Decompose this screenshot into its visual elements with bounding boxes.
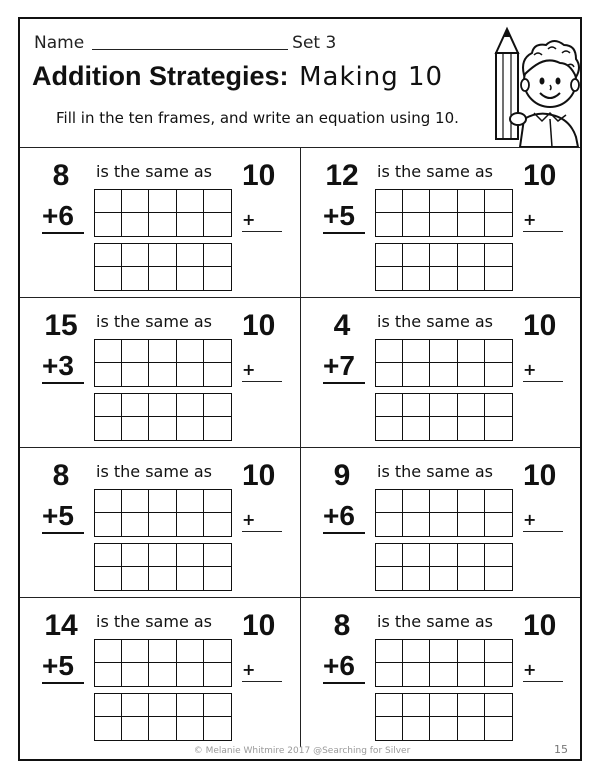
ten-frame[interactable] <box>94 693 232 741</box>
addend: +6 <box>323 650 365 684</box>
answer-blank[interactable] <box>242 210 282 232</box>
same-as-label: is the same as <box>377 162 494 181</box>
ten-label: 10 <box>523 159 557 192</box>
name-field[interactable] <box>34 33 336 53</box>
answer-blank[interactable] <box>242 360 282 382</box>
instructions: Fill in the ten frames, and write an equation using 10. <box>56 109 459 127</box>
plus-sign: + <box>523 510 537 529</box>
ten-frame[interactable] <box>375 393 513 441</box>
answer-blank[interactable] <box>242 660 282 682</box>
name-blank[interactable] <box>92 49 288 50</box>
ten-frame[interactable] <box>375 243 513 291</box>
plus-sign: + <box>242 360 256 379</box>
answer-blank[interactable] <box>523 210 563 232</box>
problem-card <box>20 297 300 447</box>
same-as-label: is the same as <box>377 312 494 331</box>
plus-sign: + <box>523 660 537 679</box>
same-as-label: is the same as <box>96 312 213 331</box>
ten-label: 10 <box>242 309 276 342</box>
ten-label: 10 <box>242 459 276 492</box>
addend: +5 <box>42 500 84 534</box>
kid-with-pencil-illustration <box>490 19 586 147</box>
copyright-footer: © Melanie Whitmire 2017 @Searching for Silver <box>193 746 411 756</box>
addend: +3 <box>42 350 84 384</box>
ten-label: 10 <box>523 609 557 642</box>
worksheet <box>18 17 582 761</box>
title-light: Making 10 <box>299 62 444 92</box>
start-number: 12 <box>325 159 359 192</box>
addend: +6 <box>42 200 84 234</box>
problem-card <box>20 447 300 597</box>
answer-blank[interactable] <box>242 510 282 532</box>
ten-frame[interactable] <box>375 189 513 237</box>
same-as-label: is the same as <box>96 612 213 631</box>
same-as-label: is the same as <box>96 462 213 481</box>
plus-sign: + <box>242 660 256 679</box>
problem-grid <box>20 147 580 747</box>
start-number: 8 <box>333 609 351 642</box>
problem-card <box>300 297 580 447</box>
ten-label: 10 <box>523 309 557 342</box>
problem-card <box>20 597 300 747</box>
problem-card <box>300 597 580 747</box>
name-label: Name <box>34 33 85 53</box>
ten-label: 10 <box>242 159 276 192</box>
start-number: 14 <box>44 609 78 642</box>
addend: +7 <box>323 350 365 384</box>
page-title <box>32 61 443 92</box>
answer-blank[interactable] <box>523 510 563 532</box>
addend: +6 <box>323 500 365 534</box>
plus-sign: + <box>523 360 537 379</box>
same-as-label: is the same as <box>377 612 494 631</box>
start-number: 8 <box>52 159 70 192</box>
ten-label: 10 <box>242 609 276 642</box>
addend: +5 <box>42 650 84 684</box>
ten-frame[interactable] <box>375 489 513 537</box>
set-label: Set 3 <box>292 33 337 53</box>
page-number: 15 <box>554 743 568 756</box>
addend: +5 <box>323 200 365 234</box>
ten-frame[interactable] <box>94 243 232 291</box>
ten-frame[interactable] <box>94 543 232 591</box>
start-number: 9 <box>333 459 351 492</box>
ten-frame[interactable] <box>94 189 232 237</box>
plus-sign: + <box>242 210 256 229</box>
answer-blank[interactable] <box>523 660 563 682</box>
same-as-label: is the same as <box>96 162 213 181</box>
problem-card <box>20 147 300 297</box>
ten-label: 10 <box>523 459 557 492</box>
answer-blank[interactable] <box>523 360 563 382</box>
problem-card <box>300 447 580 597</box>
same-as-label: is the same as <box>377 462 494 481</box>
ten-frame[interactable] <box>375 639 513 687</box>
title-bold: Addition Strategies: <box>32 61 289 91</box>
ten-frame[interactable] <box>375 339 513 387</box>
plus-sign: + <box>523 210 537 229</box>
ten-frame[interactable] <box>375 693 513 741</box>
ten-frame[interactable] <box>94 489 232 537</box>
start-number: 4 <box>333 309 351 342</box>
problem-card <box>300 147 580 297</box>
start-number: 15 <box>44 309 78 342</box>
start-number: 8 <box>52 459 70 492</box>
ten-frame[interactable] <box>94 639 232 687</box>
ten-frame[interactable] <box>94 393 232 441</box>
ten-frame[interactable] <box>94 339 232 387</box>
ten-frame[interactable] <box>375 543 513 591</box>
plus-sign: + <box>242 510 256 529</box>
